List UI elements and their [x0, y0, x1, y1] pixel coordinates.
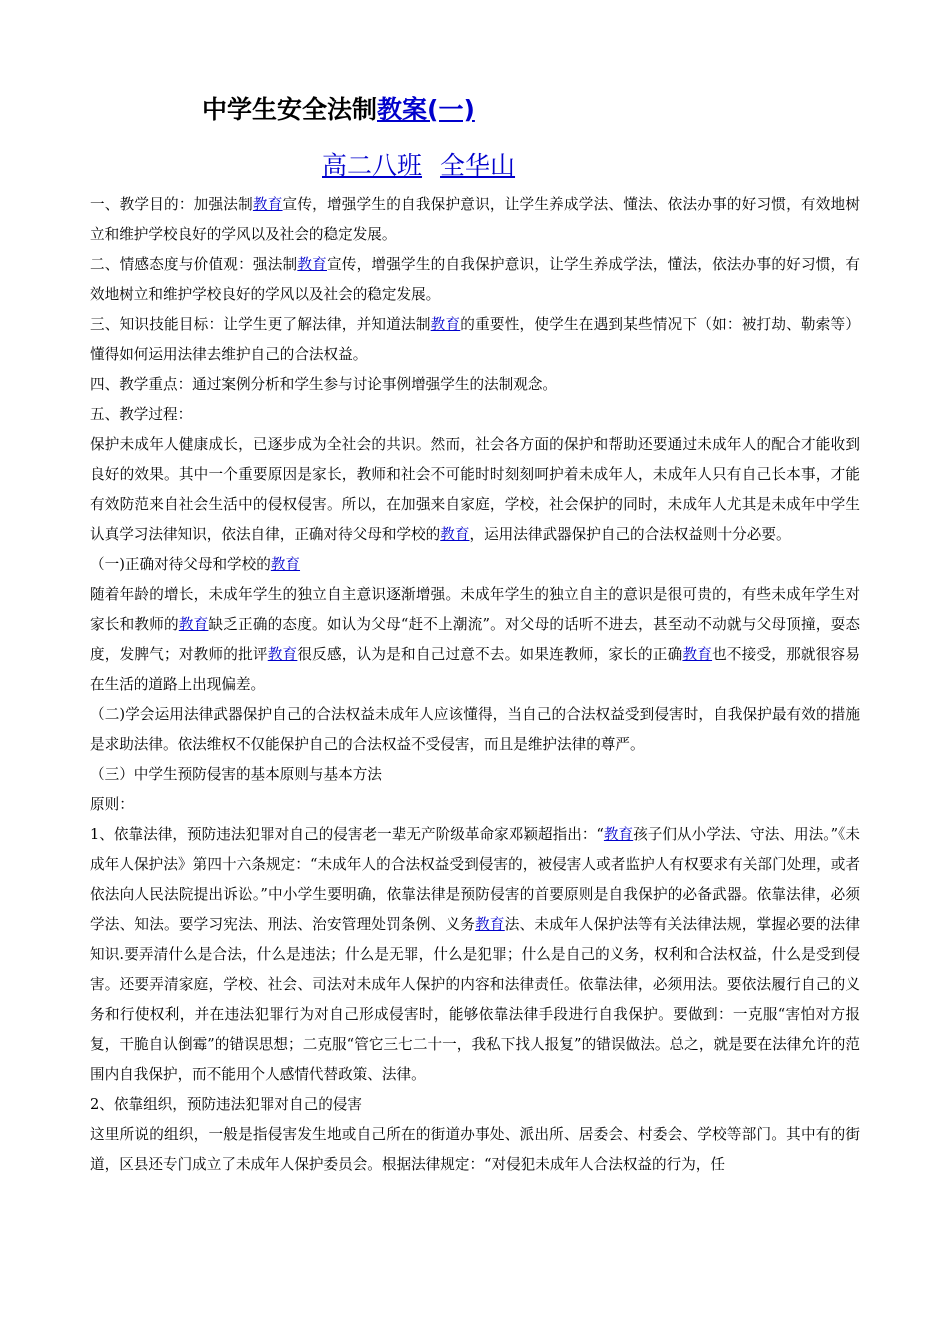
keyword-link[interactable]: 教育 — [603, 826, 634, 843]
keyword-link[interactable]: 教育 — [440, 526, 470, 543]
keyword-link[interactable]: 教育 — [430, 316, 461, 333]
title-text: 中学生安全法制 — [202, 95, 378, 124]
keyword-link[interactable]: 教育 — [267, 646, 298, 663]
keyword-link[interactable]: 教育 — [297, 256, 327, 273]
class-name: 高二八班 — [322, 151, 423, 180]
paragraph-key-point: 四、教学重点：通过案例分析和学生参与讨论事例增强学生的法制观念。 — [90, 376, 558, 393]
paragraph-section-three-heading: （三）中学生预防侵害的基本原则与基本方法 — [90, 766, 382, 783]
title-link[interactable]: 教案(一) — [377, 95, 475, 124]
document-page — [90, 88, 860, 1180]
paragraph-section-two: （二)学会运用法律武器保护自己的合法权益未成年人应该懂得，当自己的合法权益受到侵害时，自我保护最有效的措施是求助法律。依法维权不仅能保护自己的合法权益不受侵害，而且是维护法律的尊严。 — [90, 706, 860, 753]
author-name: 全华山 — [440, 151, 516, 180]
paragraph-process-heading: 五、教学过程： — [90, 406, 193, 423]
keyword-link[interactable]: 教育 — [252, 196, 283, 213]
paragraph-principles-label: 原则： — [90, 796, 134, 813]
document-title — [202, 88, 860, 132]
paragraph-intro: 保护未成年人健康成长，已逐步成为全社会的共识。然而，社会各方面的保护和帮助还要通过未成年人的配合才能收到良好的效果。其中一个重要原因是家长，教师和社会不可能时时刻刻呵护着未成年人，未成年人只有自己长本事，才能有效防范来自社会生活中的侵权侵害。所以，在加强来自家庭，学校，社会保护的同时，未成年人尤其是未成年中学生认真学习法律知识，依法自律，正确对待父母和学校的教育，运用法律武器保护自己的合法权益则十分必要。 — [90, 436, 860, 543]
paragraph-principle-one: 1、依靠法律，预防违法犯罪对自己的侵害老一辈无产阶级革命家邓颖超指出：“教育孩子们从小学法、守法、用法。”《未成年人保护法》第四十六条规定：“未成年人的合法权益受到侵害的，被侵害人或者监护人有权要求有关部门处理，或者依法向人民法院提出诉讼。”中小学生要明确，依靠法律是预防侵害的首要原则是自我保护的必备武器。依靠法律，必须学法、知法。要学习宪法、刑法、治安管理处罚条例、义务教育法、未成年人保护法等有关法律法规，掌握必要的法律知识.要弄清什么是合法，什么是违法；什么是无罪，什么是犯罪；什么是自己的义务，权利和合法权益，什么是受到侵害。还要弄清家庭，学校、社会、司法对未成年人保护的内容和法律责任。依靠法律，必须用法。要依法履行自己的义务和行使权利，并在违法犯罪行为对自己形成侵害时，能够依靠法律手段进行自我保护。要做到：一克服“害怕对方报复，干脆自认倒霉”的错误思想；二克服“管它三七二十一，我私下找人报复”的错误做法。总之，就是要在法律允许的范围内自我保护，而不能用个人感情代替政策、法律。 — [90, 826, 860, 1083]
keyword-link[interactable]: 教育 — [475, 916, 505, 933]
paragraph-section-one-body: 随着年龄的增长，未成年学生的独立自主意识逐渐增强。未成年学生的独立自主的意识是很可贵的，有些未成年学生对家长和教师的教育缺乏正确的态度。如认为父母“赶不上潮流”。对父母的话听不进去，甚至动不动就与父母顶撞，耍态度，发脾气；对教师的批评教育很反感，认为是和自己过意不去。如果连教师，家长的正确教育也不接受，那就很容易在生活的道路上出现偏差。 — [90, 586, 860, 693]
keyword-link[interactable]: 教育 — [270, 556, 301, 573]
paragraph-skill-goal: 三、知识技能目标：让学生更了解法律，并知道法制教育的重要性，使学生在遇到某些情况下（如：被打劫、勒索等）懂得如何运用法律去维护自己的合法权益。 — [90, 316, 860, 363]
paragraph-principle-two-heading: 2、依靠组织，预防违法犯罪对自己的侵害 — [90, 1096, 362, 1113]
paragraph-objective: 一、教学目的：加强法制教育宣传，增强学生的自我保护意识，让学生养成学法、懂法、依法办事的好习惯，有效地树立和维护学校良好的学风以及社会的稳定发展。 — [90, 196, 860, 243]
keyword-link[interactable]: 教育 — [682, 646, 713, 663]
paragraph-section-one-heading: （一)正确对待父母和学校的教育 — [90, 556, 301, 573]
keyword-link[interactable]: 教育 — [178, 616, 209, 633]
paragraph-principle-two-body: 这里所说的组织，一般是指侵害发生地或自己所在的街道办事处、派出所、居委会、村委会、学校等部门。其中有的街道，区县还专门成立了未成年人保护委员会。根据法律规定：“对侵犯未成年人合法权益的行为，任 — [90, 1126, 860, 1173]
class-author-line — [90, 146, 860, 186]
paragraph-attitude: 二、情感态度与价值观：强法制教育宣传，增强学生的自我保护意识，让学生养成学法，懂法，依法办事的好习惯，有效地树立和维护学校良好的学风以及社会的稳定发展。 — [90, 256, 860, 303]
